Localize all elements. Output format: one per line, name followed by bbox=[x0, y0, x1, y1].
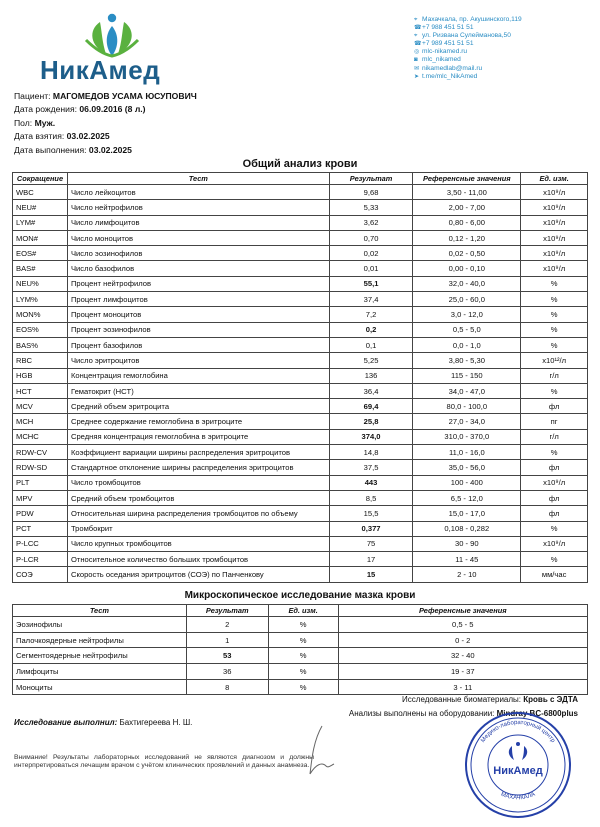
col-result-header: Результат bbox=[329, 173, 413, 185]
cell-ref: 30 - 90 bbox=[413, 536, 521, 551]
cell-test: Относительное количество больших тромбоцитов bbox=[67, 552, 329, 567]
cell-test: Число эозинофилов bbox=[67, 246, 329, 261]
micro-cell-ref: 3 - 11 bbox=[338, 679, 587, 695]
cell-result: 136 bbox=[329, 368, 413, 383]
cell-result: 3,62 bbox=[329, 215, 413, 230]
cell-test: Число крупных тромбоцитов bbox=[67, 536, 329, 551]
table-row bbox=[13, 246, 588, 261]
micro-cell-unit: % bbox=[268, 632, 338, 648]
cell-test: Тромбокрит bbox=[67, 521, 329, 536]
micro-cell-test: Моноциты bbox=[13, 679, 187, 695]
patient-name: МАГОМЕДОВ УСАМА ЮСУПОВИЧ bbox=[52, 91, 197, 101]
contact-website[interactable]: ◎ mlc-nikamed.ru bbox=[414, 48, 468, 56]
micro-cell-unit: % bbox=[268, 617, 338, 633]
cell-test: Процент эозинофилов bbox=[67, 322, 329, 337]
cell-abbr: MPV bbox=[13, 490, 68, 505]
cell-unit: x10⁹/л bbox=[521, 246, 588, 261]
cell-result: 15 bbox=[329, 567, 413, 582]
cell-test: Число лейкоцитов bbox=[67, 185, 329, 200]
cell-abbr: P-LCR bbox=[13, 552, 68, 567]
cell-abbr: RDW-SD bbox=[13, 460, 68, 475]
cell-result: 14,8 bbox=[329, 445, 413, 460]
micro-col-unit-header: Ед. изм. bbox=[268, 605, 338, 617]
contact-address-1: ⌖ Махачкала, пр. Акушинского,119 bbox=[414, 16, 522, 23]
cell-abbr: MCH bbox=[13, 414, 68, 429]
cell-unit: x10⁹/л bbox=[521, 185, 588, 200]
signature-mark bbox=[300, 722, 340, 782]
cell-abbr: NEU# bbox=[13, 200, 68, 215]
micro-table bbox=[12, 604, 588, 695]
cell-ref: 2,00 - 7,00 bbox=[413, 200, 521, 215]
cell-unit: мм/час bbox=[521, 567, 588, 582]
cbc-body bbox=[13, 185, 588, 583]
col-abbr-header: Сокращение bbox=[13, 173, 68, 185]
cell-unit: % bbox=[521, 276, 588, 291]
cell-unit: г/л bbox=[521, 368, 588, 383]
svg-text:Медико-лабораторный центр bbox=[480, 720, 556, 744]
contact-telegram[interactable]: ➤ t.me/mlc_NikAmed bbox=[414, 72, 478, 80]
table-row bbox=[13, 567, 588, 582]
table-row bbox=[13, 230, 588, 245]
cell-test: Процент лимфоцитов bbox=[67, 292, 329, 307]
cell-result: 0,01 bbox=[329, 261, 413, 276]
stamp-sub-text: Медико-лабораторный центр bbox=[480, 719, 556, 744]
micro-col-ref-header: Референсные значения bbox=[338, 605, 587, 617]
cell-test: Средний объем эритроцита bbox=[67, 399, 329, 414]
micro-cell-test: Эозинофилы bbox=[13, 617, 187, 633]
table-row bbox=[13, 475, 588, 490]
cell-abbr: MCV bbox=[13, 399, 68, 414]
patient-name-row: Пациент: МАГОМЕДОВ УСАМА ЮСУПОВИЧ bbox=[14, 91, 197, 101]
clinic-stamp bbox=[463, 710, 573, 820]
table-row bbox=[13, 490, 588, 505]
cell-ref: 11,0 - 16,0 bbox=[413, 445, 521, 460]
cell-ref: 0,0 - 1,0 bbox=[413, 337, 521, 352]
micro-cell-test: Лимфоциты bbox=[13, 664, 187, 680]
cell-test: Среднее содержание гемоглобина в эритроците bbox=[67, 414, 329, 429]
cell-test: Средний объем тромбоцитов bbox=[67, 490, 329, 505]
cell-unit: x10¹²/л bbox=[521, 353, 588, 368]
table-row bbox=[13, 414, 588, 429]
disclaimer-notice: Внимание! Результаты лабораторных исследований не являются диагнозом и должны интерпретироваться лечащим врачом с учётом клинических проявлений и данных анамнеза. bbox=[14, 754, 314, 770]
cell-result: 443 bbox=[329, 475, 413, 490]
cell-result: 17 bbox=[329, 552, 413, 567]
micro-cell-result: 8 bbox=[186, 679, 268, 695]
cell-ref: 0,12 - 1,20 bbox=[413, 230, 521, 245]
micro-cell-unit: % bbox=[268, 648, 338, 664]
cell-unit: x10⁹/л bbox=[521, 475, 588, 490]
cell-abbr: WBC bbox=[13, 185, 68, 200]
table-row bbox=[13, 185, 588, 200]
micro-header-row bbox=[13, 605, 588, 617]
micro-title: Микроскопическое исследование мазка крови bbox=[184, 590, 416, 601]
col-ref-header: Референсные значения bbox=[413, 173, 521, 185]
cell-result: 75 bbox=[329, 536, 413, 551]
cell-unit: x10⁹/л bbox=[521, 230, 588, 245]
pin-icon: ⌖ bbox=[414, 17, 418, 23]
cell-ref: 0,02 - 0,50 bbox=[413, 246, 521, 261]
cell-unit: x10⁹/л bbox=[521, 536, 588, 551]
table-row bbox=[13, 261, 588, 276]
cell-test: Относительная ширина распределения тромбоцитов по объему bbox=[67, 506, 329, 521]
cell-test: Скорость оседания эритроцитов (СОЭ) по Панченкову bbox=[67, 567, 329, 582]
cell-abbr: P-LCC bbox=[13, 536, 68, 551]
cell-unit: % bbox=[521, 552, 588, 567]
cell-ref: 0,80 - 6,00 bbox=[413, 215, 521, 230]
cell-result: 37,5 bbox=[329, 460, 413, 475]
contact-phone-1[interactable]: ☎ +7 988 451 51 51 bbox=[414, 24, 474, 32]
cell-result: 0,2 bbox=[329, 322, 413, 337]
cell-unit: % bbox=[521, 521, 588, 536]
cell-unit: фл bbox=[521, 506, 588, 521]
stamp-text: НикАмед bbox=[493, 765, 543, 777]
pin-icon: ⌖ bbox=[414, 33, 418, 40]
dob-row: Дата рождения: 06.09.2016 (8 л.) bbox=[14, 104, 146, 115]
cell-unit: % bbox=[521, 383, 588, 398]
cell-result: 0,70 bbox=[329, 230, 413, 245]
cell-abbr: PDW bbox=[13, 506, 68, 521]
micro-cell-unit: % bbox=[268, 679, 338, 695]
cell-ref: 3,80 - 5,30 bbox=[413, 353, 521, 368]
cell-ref: 0,00 - 0,10 bbox=[413, 261, 521, 276]
table-row bbox=[13, 337, 588, 352]
cell-ref: 0,5 - 5,0 bbox=[413, 322, 521, 337]
micro-cell-result: 2 bbox=[186, 617, 268, 633]
patient-info bbox=[14, 90, 197, 157]
cell-test: Число лимфоцитов bbox=[67, 215, 329, 230]
dob-value: 06.09.2016 (8 л.) bbox=[79, 104, 146, 115]
table-row bbox=[13, 307, 588, 322]
table-row bbox=[13, 664, 588, 680]
cell-result: 5,25 bbox=[329, 353, 413, 368]
cell-ref: 2 - 10 bbox=[413, 567, 521, 582]
table-row bbox=[13, 322, 588, 337]
done-date-value: 03.02.2025 bbox=[88, 144, 132, 155]
table-row bbox=[13, 215, 588, 230]
table-row bbox=[13, 536, 588, 551]
cell-test: Число нейтрофилов bbox=[67, 200, 329, 215]
cell-result: 69,4 bbox=[329, 399, 413, 414]
equipment-row: Анализы выполнены на оборудовании: Mindray BC-6800plus bbox=[348, 708, 578, 718]
cbc-header-row bbox=[13, 173, 588, 185]
cell-abbr: NEU% bbox=[13, 276, 68, 291]
cell-ref: 15,0 - 17,0 bbox=[413, 506, 521, 521]
contact-instagram[interactable]: ◙ mlc_nikamed bbox=[414, 56, 461, 64]
svg-text:МАХАЧКАЛА bbox=[500, 792, 536, 802]
cell-result: 374,0 bbox=[329, 429, 413, 444]
cell-test: Число эритроцитов bbox=[67, 353, 329, 368]
sex-row: Пол: Муж. bbox=[14, 117, 56, 128]
cell-abbr: EOS# bbox=[13, 246, 68, 261]
table-row bbox=[13, 399, 588, 414]
performed-by bbox=[14, 718, 192, 727]
cell-abbr: BAS% bbox=[13, 337, 68, 352]
cell-ref: 0,108 - 0,282 bbox=[413, 521, 521, 536]
cell-test: Процент моноцитов bbox=[67, 307, 329, 322]
cell-result: 37,4 bbox=[329, 292, 413, 307]
table-row bbox=[13, 276, 588, 291]
col-test-header: Тест bbox=[67, 173, 329, 185]
cell-test: Число моноцитов bbox=[67, 230, 329, 245]
cell-ref: 3,0 - 12,0 bbox=[413, 307, 521, 322]
contact-email[interactable]: ✉ nikamedlab@mail.ru bbox=[414, 64, 483, 72]
cell-abbr: PCT bbox=[13, 521, 68, 536]
cell-abbr: RDW-CV bbox=[13, 445, 68, 460]
cell-unit: % bbox=[521, 445, 588, 460]
cell-unit: фл bbox=[521, 490, 588, 505]
cell-ref: 27,0 - 34,0 bbox=[413, 414, 521, 429]
cell-unit: г/л bbox=[521, 429, 588, 444]
micro-col-test-header: Тест bbox=[13, 605, 187, 617]
taken-date-value: 03.02.2025 bbox=[66, 131, 110, 142]
cell-unit: x10⁹/л bbox=[521, 215, 588, 230]
table-row bbox=[13, 292, 588, 307]
cell-abbr: LYM# bbox=[13, 215, 68, 230]
taken-date-row: Дата взятия: 03.02.2025 bbox=[14, 131, 110, 142]
cell-ref: 11 - 45 bbox=[413, 552, 521, 567]
cell-test: Коэффициент вариации ширины распределения эритроцитов bbox=[67, 445, 329, 460]
contact-list bbox=[414, 16, 594, 81]
cell-result: 5,33 bbox=[329, 200, 413, 215]
cell-result: 15,5 bbox=[329, 506, 413, 521]
contact-phone-2[interactable]: ☎ +7 989 451 51 51 bbox=[414, 40, 474, 48]
cell-unit: x10⁹/л bbox=[521, 261, 588, 276]
cell-result: 9,68 bbox=[329, 185, 413, 200]
micro-col-result-header: Результат bbox=[186, 605, 268, 617]
cell-ref: 310,0 - 370,0 bbox=[413, 429, 521, 444]
micro-cell-unit: % bbox=[268, 664, 338, 680]
micro-cell-ref: 32 - 40 bbox=[338, 648, 587, 664]
phone-icon: ☎ bbox=[414, 41, 422, 48]
cell-test: Число базофилов bbox=[67, 261, 329, 276]
cell-result: 0,02 bbox=[329, 246, 413, 261]
table-row bbox=[13, 506, 588, 521]
sex-value: Муж. bbox=[34, 117, 56, 128]
cell-unit: % bbox=[521, 322, 588, 337]
cell-abbr: MON# bbox=[13, 230, 68, 245]
cell-result: 8,5 bbox=[329, 490, 413, 505]
cell-abbr: СОЭ bbox=[13, 567, 68, 582]
instagram-icon: ◙ bbox=[414, 57, 418, 64]
micro-cell-ref: 0 - 2 bbox=[338, 632, 587, 648]
table-row bbox=[13, 460, 588, 475]
cell-abbr: MON% bbox=[13, 307, 68, 322]
cbc-title: Общий анализ крови bbox=[242, 158, 358, 170]
table-row bbox=[13, 617, 588, 633]
cell-unit: % bbox=[521, 307, 588, 322]
globe-icon: ◎ bbox=[414, 49, 420, 56]
cell-unit: фл bbox=[521, 399, 588, 414]
table-row bbox=[13, 353, 588, 368]
micro-cell-test: Сегментоядерные нейтрофилы bbox=[13, 648, 187, 664]
cell-result: 55,1 bbox=[329, 276, 413, 291]
cell-unit: пг bbox=[521, 414, 588, 429]
micro-cell-ref: 19 - 37 bbox=[338, 664, 587, 680]
micro-cell-ref: 0,5 - 5 bbox=[338, 617, 587, 633]
cell-ref: 6,5 - 12,0 bbox=[413, 490, 521, 505]
cell-result: 0,1 bbox=[329, 337, 413, 352]
table-row bbox=[13, 200, 588, 215]
cell-test: Число тромбоцитов bbox=[67, 475, 329, 490]
cell-ref: 100 - 400 bbox=[413, 475, 521, 490]
cell-test: Процент нейтрофилов bbox=[67, 276, 329, 291]
cell-result: 0,377 bbox=[329, 521, 413, 536]
performed-label: Исследование выполнил: bbox=[14, 718, 118, 727]
cell-ref: 25,0 - 60,0 bbox=[413, 292, 521, 307]
micro-cell-test: Палочкоядерные нейтрофилы bbox=[13, 632, 187, 648]
cell-test: Стандартное отклонение ширины распределения эритроцитов bbox=[67, 460, 329, 475]
clinic-name: НикАмед bbox=[40, 55, 161, 85]
cell-abbr: HCT bbox=[13, 383, 68, 398]
cell-abbr: BAS# bbox=[13, 261, 68, 276]
table-row bbox=[13, 368, 588, 383]
table-row bbox=[13, 383, 588, 398]
cell-abbr: PLT bbox=[13, 475, 68, 490]
micro-cell-result: 36 bbox=[186, 664, 268, 680]
cell-abbr: LYM% bbox=[13, 292, 68, 307]
micro-body bbox=[13, 617, 588, 695]
telegram-icon: ➤ bbox=[414, 73, 420, 80]
contact-address-2: ⌖ ул. Ризвана Сулейманова,50 bbox=[414, 32, 511, 40]
cell-ref: 32,0 - 40,0 bbox=[413, 276, 521, 291]
cell-result: 36,4 bbox=[329, 383, 413, 398]
cell-result: 7,2 bbox=[329, 307, 413, 322]
micro-cell-result: 53 bbox=[186, 648, 268, 664]
cell-test: Процент базофилов bbox=[67, 337, 329, 352]
equipment-value: Mindray BC-6800plus bbox=[496, 708, 578, 718]
performed-name: Бахтигереева Н. Ш. bbox=[119, 718, 193, 727]
table-row bbox=[13, 552, 588, 567]
phone-icon: ☎ bbox=[414, 25, 422, 32]
cell-ref: 80,0 - 100,0 bbox=[413, 399, 521, 414]
cell-abbr: HGB bbox=[13, 368, 68, 383]
biomaterial-row: Исследованные биоматериалы: Кровь с ЭДТА bbox=[402, 695, 578, 704]
done-date-row: Дата выполнения: 03.02.2025 bbox=[14, 144, 132, 155]
table-row bbox=[13, 632, 588, 648]
micro-cell-result: 1 bbox=[186, 632, 268, 648]
cell-test: Гематокрит (HCT) bbox=[67, 383, 329, 398]
mail-icon: ✉ bbox=[414, 65, 420, 72]
cell-ref: 115 - 150 bbox=[413, 368, 521, 383]
biomaterial-value: Кровь с ЭДТА bbox=[523, 695, 578, 704]
cell-unit: x10⁹/л bbox=[521, 200, 588, 215]
stamp-city-text: МАХАЧКАЛА bbox=[499, 791, 537, 802]
cell-unit: % bbox=[521, 337, 588, 352]
cell-test: Концентрация гемоглобина bbox=[67, 368, 329, 383]
table-row bbox=[13, 445, 588, 460]
cell-result: 25,8 bbox=[329, 414, 413, 429]
cell-test: Средняя концентрация гемоглобина в эритроците bbox=[67, 429, 329, 444]
table-row bbox=[13, 521, 588, 536]
cell-abbr: RBC bbox=[13, 353, 68, 368]
cell-ref: 34,0 - 47,0 bbox=[413, 383, 521, 398]
table-row bbox=[13, 648, 588, 664]
cell-abbr: MCHC bbox=[13, 429, 68, 444]
cell-ref: 3,50 - 11,00 bbox=[413, 185, 521, 200]
cell-unit: фл bbox=[521, 460, 588, 475]
cell-abbr: EOS% bbox=[13, 322, 68, 337]
col-unit-header: Ед. изм. bbox=[521, 173, 588, 185]
cell-ref: 35,0 - 56,0 bbox=[413, 460, 521, 475]
table-row bbox=[13, 429, 588, 444]
cell-unit: % bbox=[521, 292, 588, 307]
cbc-table bbox=[12, 172, 588, 583]
